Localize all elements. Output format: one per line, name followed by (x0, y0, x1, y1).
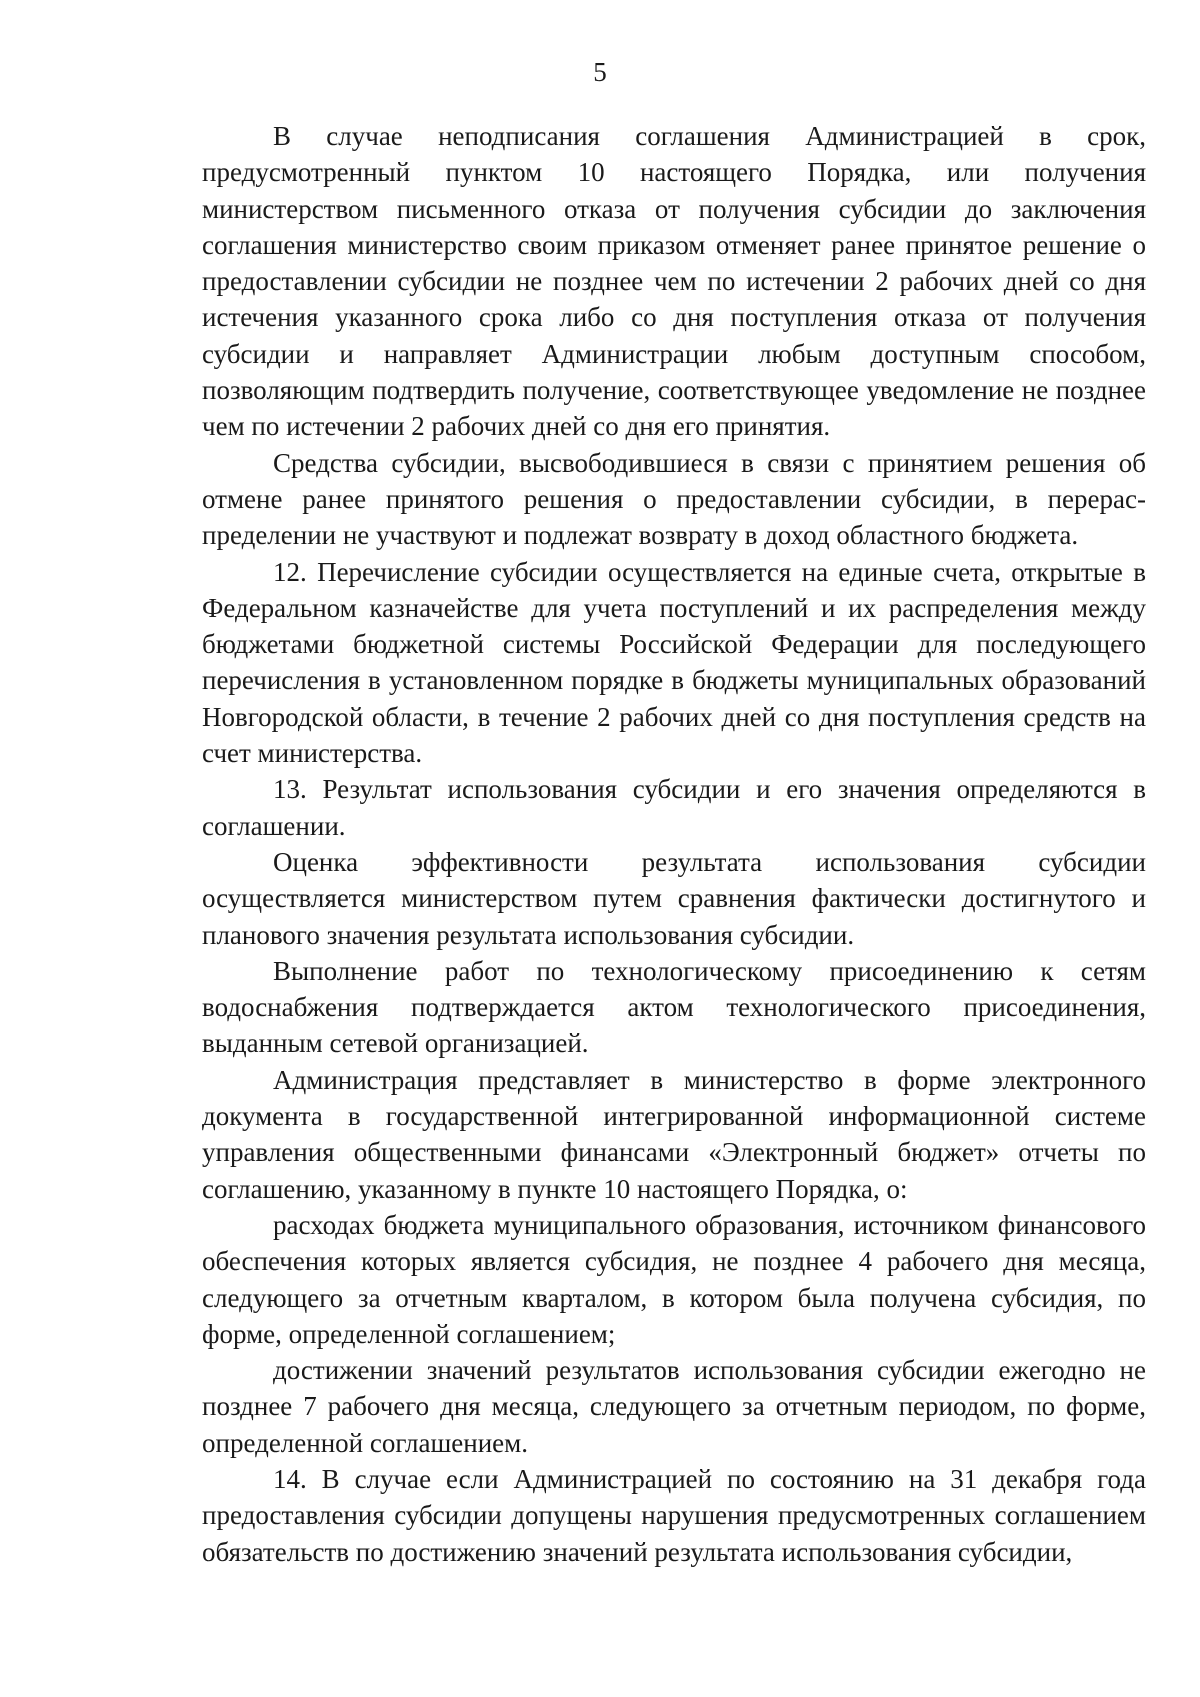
page-number: 5 (593, 57, 607, 87)
paragraph-expenses-report: расходах бюджета муниципального образования, источником финансового обеспечения которых является субсидия, не позднее 4 рабочего дня месяца, следующего за отчетным кварталом, в котором была получена субсидия, по форме, определенной соглашением; (202, 1209, 1146, 1349)
paragraph-clause-12: 12. Перечисление субсидии осуществляется на единые счета, открытые в Федеральном казначействе для учета поступлений и их распределения между бюджетами бюджетной системы Российской Федерации для последующего перечисления в установленном порядке в бюджеты муниципальных образований Новгородской области, в течение 2 рабочих дней со дня поступления средств на счет министерства. (202, 556, 1146, 769)
paragraph-reports: Администрация представляет в министерство в форме электронного документа в государственной интегрированной информационной системе управления общественными финансами «Электронный бюджет» отчеты по соглашению, указанному в пункте 10 настоящего Порядка, о: (202, 1064, 1146, 1204)
paragraph-released-funds: Средства субсидии, высвободившиеся в связи с принятием решения об отмене ранее принятого решения о предоставлении субсидии, в перераспределении не участвуют и подлежат возврату в доход областного бюджета. (202, 447, 1146, 551)
paragraph-results-report: достижении значений результатов использования субсидии ежегодно не позднее 7 рабочего дня месяца, следующего за отчетным периодом, по форме, определенной соглашением. (202, 1355, 1146, 1458)
paragraph-efficiency-assessment: Оценка эффективности результата использования субсидии осуществляется министерством путем сравнения фактически достигнутого и планового значения результата использования субсидии. (202, 846, 1146, 950)
paragraph-unsigned-agreement: В случае неподписания соглашения Администрацией в срок, предусмотренный пунктом 10 настоящего Порядка, или получения министерством письменного отказа от получения субсидии до заключения соглашения министерство своим приказом отменяет ранее принятое решение о предоставлении субсидии не позднее чем по истечении 2 рабочих дней со дня истечения указанного срока либо со дня поступления отказа от получения субсидии и направляет Администрации любым доступным способом, позволяющим подтвердить получение, соответствующее уведомление не позднее чем по истечении 2 рабочих дней со дня его принятия. (202, 121, 1146, 442)
paragraph-clause-14: 14. В случае если Администрацией по состоянию на 31 декабря года предоставления субсидии допущены нарушения предусмотренных соглашением обязательств по достижению значений результата использования субсидии, (202, 1463, 1146, 1567)
paragraph-works-confirmation: Выполнение работ по технологическому присоединению к сетям водоснабжения подтверждается актом технологического присоединения, выданным сетевой организацией. (202, 955, 1146, 1059)
paragraph-clause-13: 13. Результат использования субсидии и его значения определяются в соглашении. (202, 774, 1146, 841)
document-body (202, 118, 1146, 1570)
